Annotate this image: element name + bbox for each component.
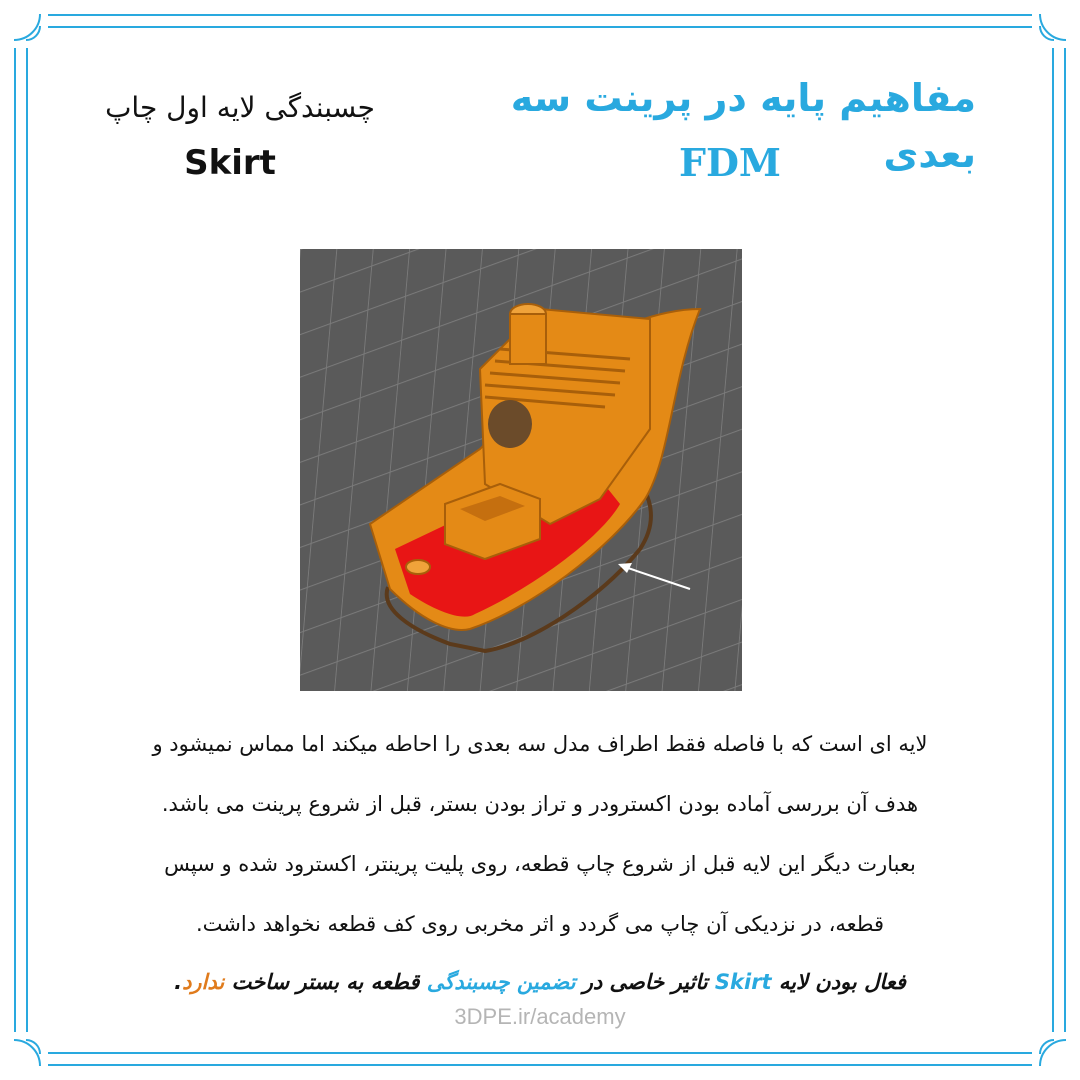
corner-ornament-bottom-left	[10, 1032, 48, 1070]
emphasis-end: .	[174, 970, 183, 994]
body-line-2: هدف آن بررسی آماده بودن اکسترودر و تراز بودن بستر، قبل از شروع پرینت می باشد.	[161, 792, 919, 816]
body-line-3: بعبارت دیگر این لایه قبل از شروع چاپ قطعه، روی پلیت پرینتر، اکسترود شده و سپس	[164, 852, 916, 876]
subtitle-english: Skirt	[184, 143, 276, 183]
page-title: مفاهیم پایه در پرینت سه بعدی	[510, 76, 976, 176]
body-line-4: قطعه، در نزدیکی آن چاپ می گردد و اثر مخربی روی کف قطعه نخواهد داشت.	[195, 912, 885, 936]
corner-ornament-top-left	[10, 10, 48, 48]
watermark: 3DPE.ir/academy	[454, 1004, 626, 1029]
emphasis-part-1: فعال بودن لایه	[778, 970, 906, 994]
page-title-fdm: FDM	[679, 140, 781, 185]
emphasis-line	[60, 962, 1020, 1002]
benchy-skirt-illustration	[300, 249, 742, 691]
emphasis-part-2: تاثیر خاصی در	[582, 970, 708, 994]
emphasis-negation: ندارد	[182, 970, 225, 994]
subtitle-persian: چسبندگی لایه اول چاپ	[105, 91, 375, 124]
emphasis-part-3: قطعه به بستر ساخت	[231, 970, 420, 994]
emphasis-highlight: تضمین چسبندگی	[426, 970, 576, 994]
corner-ornament-bottom-right	[1032, 1032, 1070, 1070]
corner-ornament-top-right	[1032, 10, 1070, 48]
emphasis-skirt: Skirt	[714, 970, 772, 994]
body-line-1: لایه ای است که با فاصله فقط اطراف مدل سه بعدی را احاطه میکند اما مماس نمیشود و	[152, 732, 928, 756]
